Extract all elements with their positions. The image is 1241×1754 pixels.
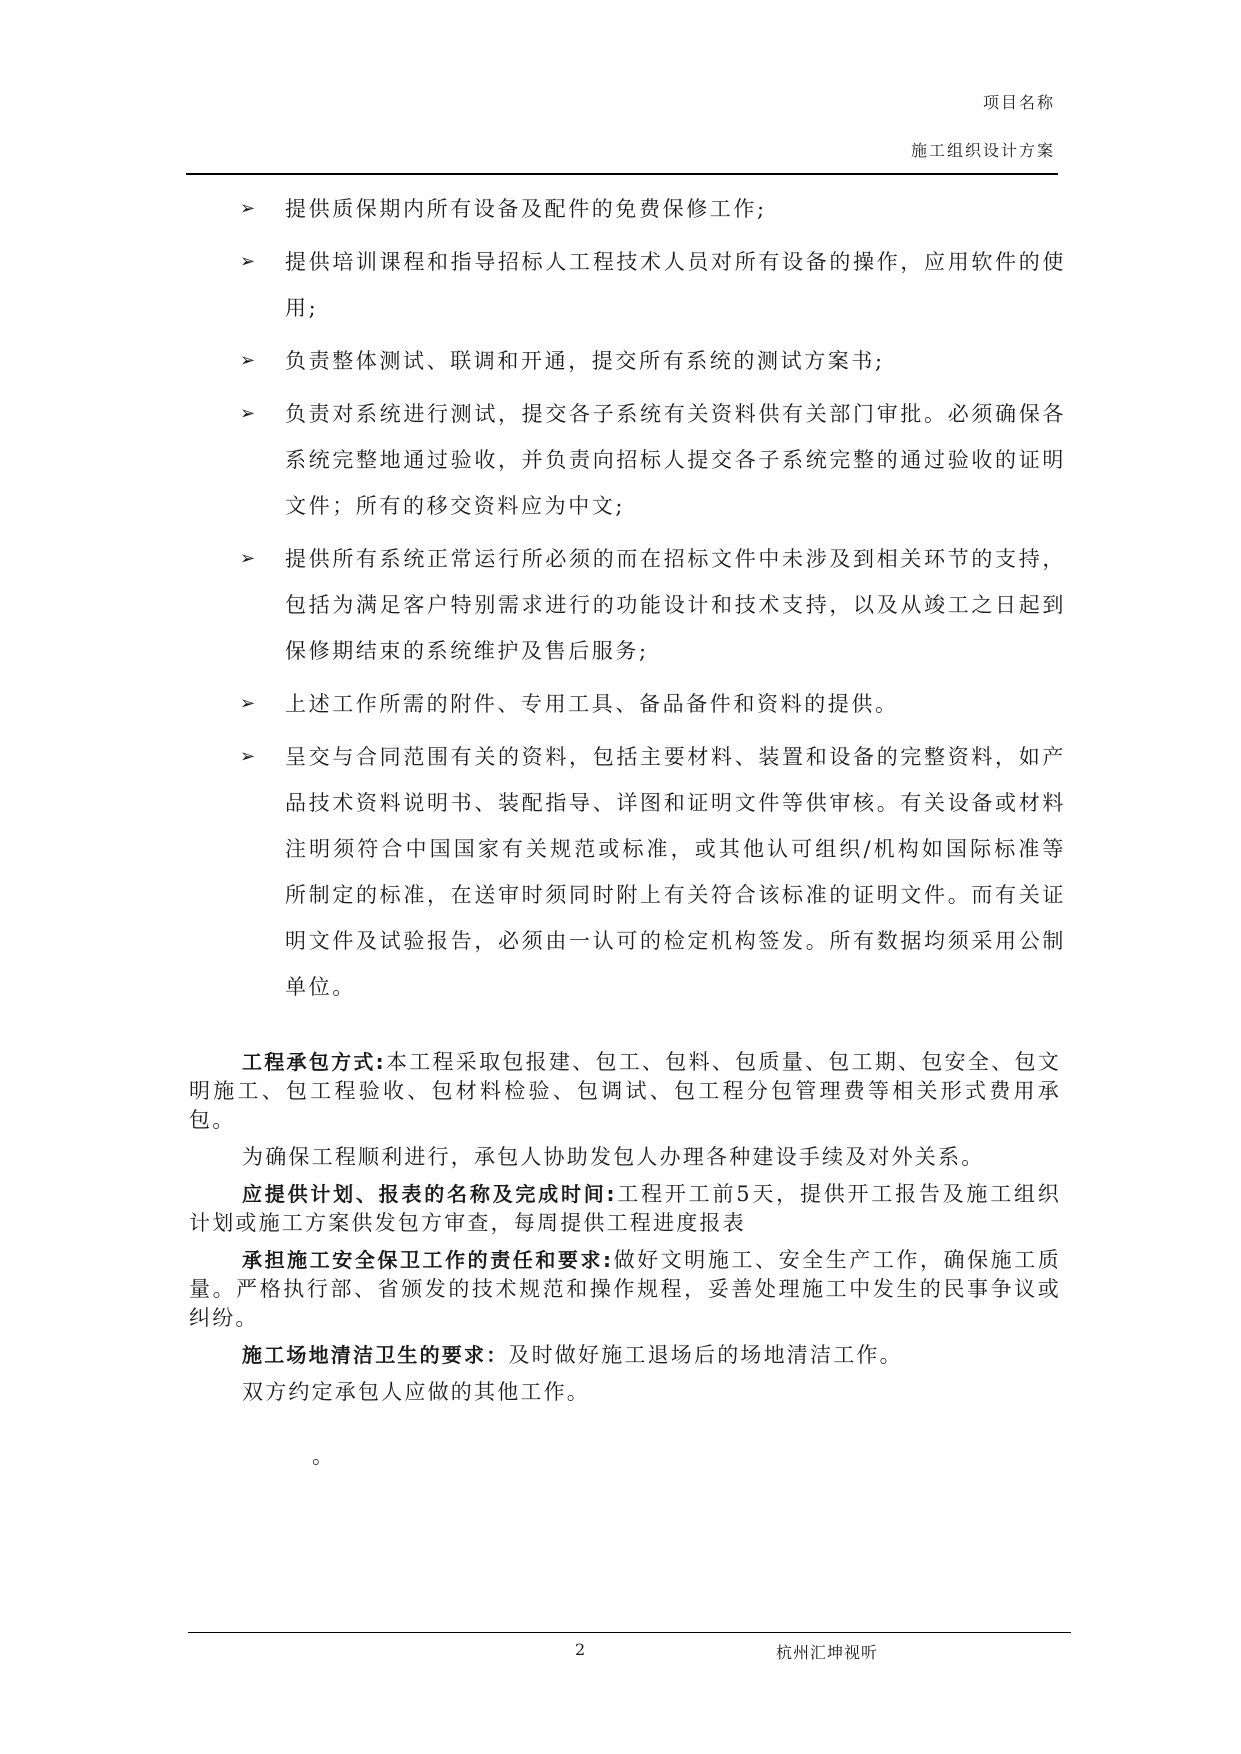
arrowhead-bullet-icon: ➢: [240, 548, 258, 569]
header-project-name: 项目名称: [982, 93, 1055, 112]
arrowhead-bullet-icon: ➢: [240, 746, 258, 767]
contract-paragraph: [189, 1378, 1061, 1407]
bullet-item: [240, 734, 1066, 1010]
bullet-item: [240, 681, 1066, 727]
arrowhead-bullet-icon: ➢: [240, 693, 258, 714]
paragraph-text: 双方约定承包人应做的其他工作。: [242, 1380, 590, 1404]
arrowhead-bullet-icon: ➢: [240, 350, 258, 371]
paragraph-heading: 工程承包方式:: [242, 1050, 386, 1074]
bullet-text: 负责对系统进行测试，提交各子系统有关资料供有关部门审批。必须确保各系统完整地通过验收，并负责向招标人提交各子系统完整的通过验收的证明文件；所有的移交资料应为中文;: [285, 402, 1066, 518]
paragraph-text: 做好文明施工、安全生产工作，确保施工质量。严格执行部、省颁发的技术规范和操作规程，妥善处理施工中发生的民事争议或纠纷。: [189, 1248, 1061, 1330]
bullet-item: [240, 239, 1066, 331]
arrowhead-bullet-icon: ➢: [240, 251, 258, 272]
paragraph-text: 工程开工前5天，提供开工报告及施工组织计划或施工方案供发包方审查，每周提供工程进度报表: [189, 1182, 1061, 1235]
arrowhead-bullet-icon: ➢: [240, 403, 258, 424]
contract-paragraph: [189, 1246, 1061, 1333]
header-document-title: 施工组织设计方案: [910, 141, 1055, 160]
bullet-item: [240, 186, 1066, 232]
contract-paragraph: [189, 1048, 1061, 1135]
paragraph-text: 为确保工程顺利进行，承包人协助发包人办理各种建设手续及对外关系。: [242, 1145, 985, 1169]
bullet-text: 呈交与合同范围有关的资料，包括主要材料、装置和设备的完整资料，如产品技术资料说明书、装配指导、详图和证明文件等供审核。有关设备或材料注明须符合中国国家有关规范或标准，或其他认可组织/机构如国际标准等所制定的标准，在送审时须同时附上有关符合该标准的证明文件。而有关证明文件及试验报告，必须由一认可的检定机构签发。所有数据均须采用公制单位。: [285, 745, 1066, 999]
contract-terms-section: [189, 1048, 1061, 1415]
bullet-text: 提供培训课程和指导招标人工程技术人员对所有设备的操作，应用软件的使用;: [285, 250, 1066, 320]
contract-paragraph: [189, 1341, 1061, 1370]
footer-page-number: 2: [575, 1640, 586, 1659]
bullet-text: 提供质保期内所有设备及配件的免费保修工作;: [285, 197, 767, 221]
bullet-item: [240, 338, 1066, 384]
bullet-item: [240, 536, 1066, 674]
bullet-text: 提供所有系统正常运行所必须的而在招标文件中未涉及到相关环节的支持，包括为满足客户特别需求进行的功能设计和技术支持，以及从竣工之日起到保修期结束的系统维护及售后服务;: [285, 547, 1066, 663]
header-divider: [186, 173, 1058, 175]
contract-paragraph: [189, 1143, 1061, 1172]
paragraph-text: 本工程采取包报建、包工、包料、包质量、包工期、包安全、包文明施工、包工程验收、包材料检验、包调试、包工程分包管理费等相关形式费用承包。: [189, 1050, 1061, 1132]
arrowhead-bullet-icon: ➢: [240, 198, 258, 219]
bullet-text: 上述工作所需的附件、专用工具、备品备件和资料的提供。: [285, 692, 899, 716]
paragraph-text: 及时做好施工退场后的场地清洁工作。: [508, 1343, 903, 1367]
paragraph-heading: 承担施工安全保卫工作的责任和要求:: [242, 1248, 614, 1272]
paragraph-heading: 施工场地清洁卫生的要求：: [242, 1343, 509, 1367]
trailing-mark: 。: [312, 1444, 333, 1468]
requirements-bullet-list: [240, 186, 1066, 1017]
contract-paragraph: [189, 1180, 1061, 1238]
footer-company-name: 杭州汇坤视听: [776, 1643, 879, 1662]
footer-divider: [188, 1632, 1071, 1633]
paragraph-heading: 应提供计划、报表的名称及完成时间:: [242, 1182, 617, 1206]
bullet-text: 负责整体测试、联调和开通，提交所有系统的测试方案书;: [285, 349, 885, 373]
bullet-item: [240, 391, 1066, 529]
